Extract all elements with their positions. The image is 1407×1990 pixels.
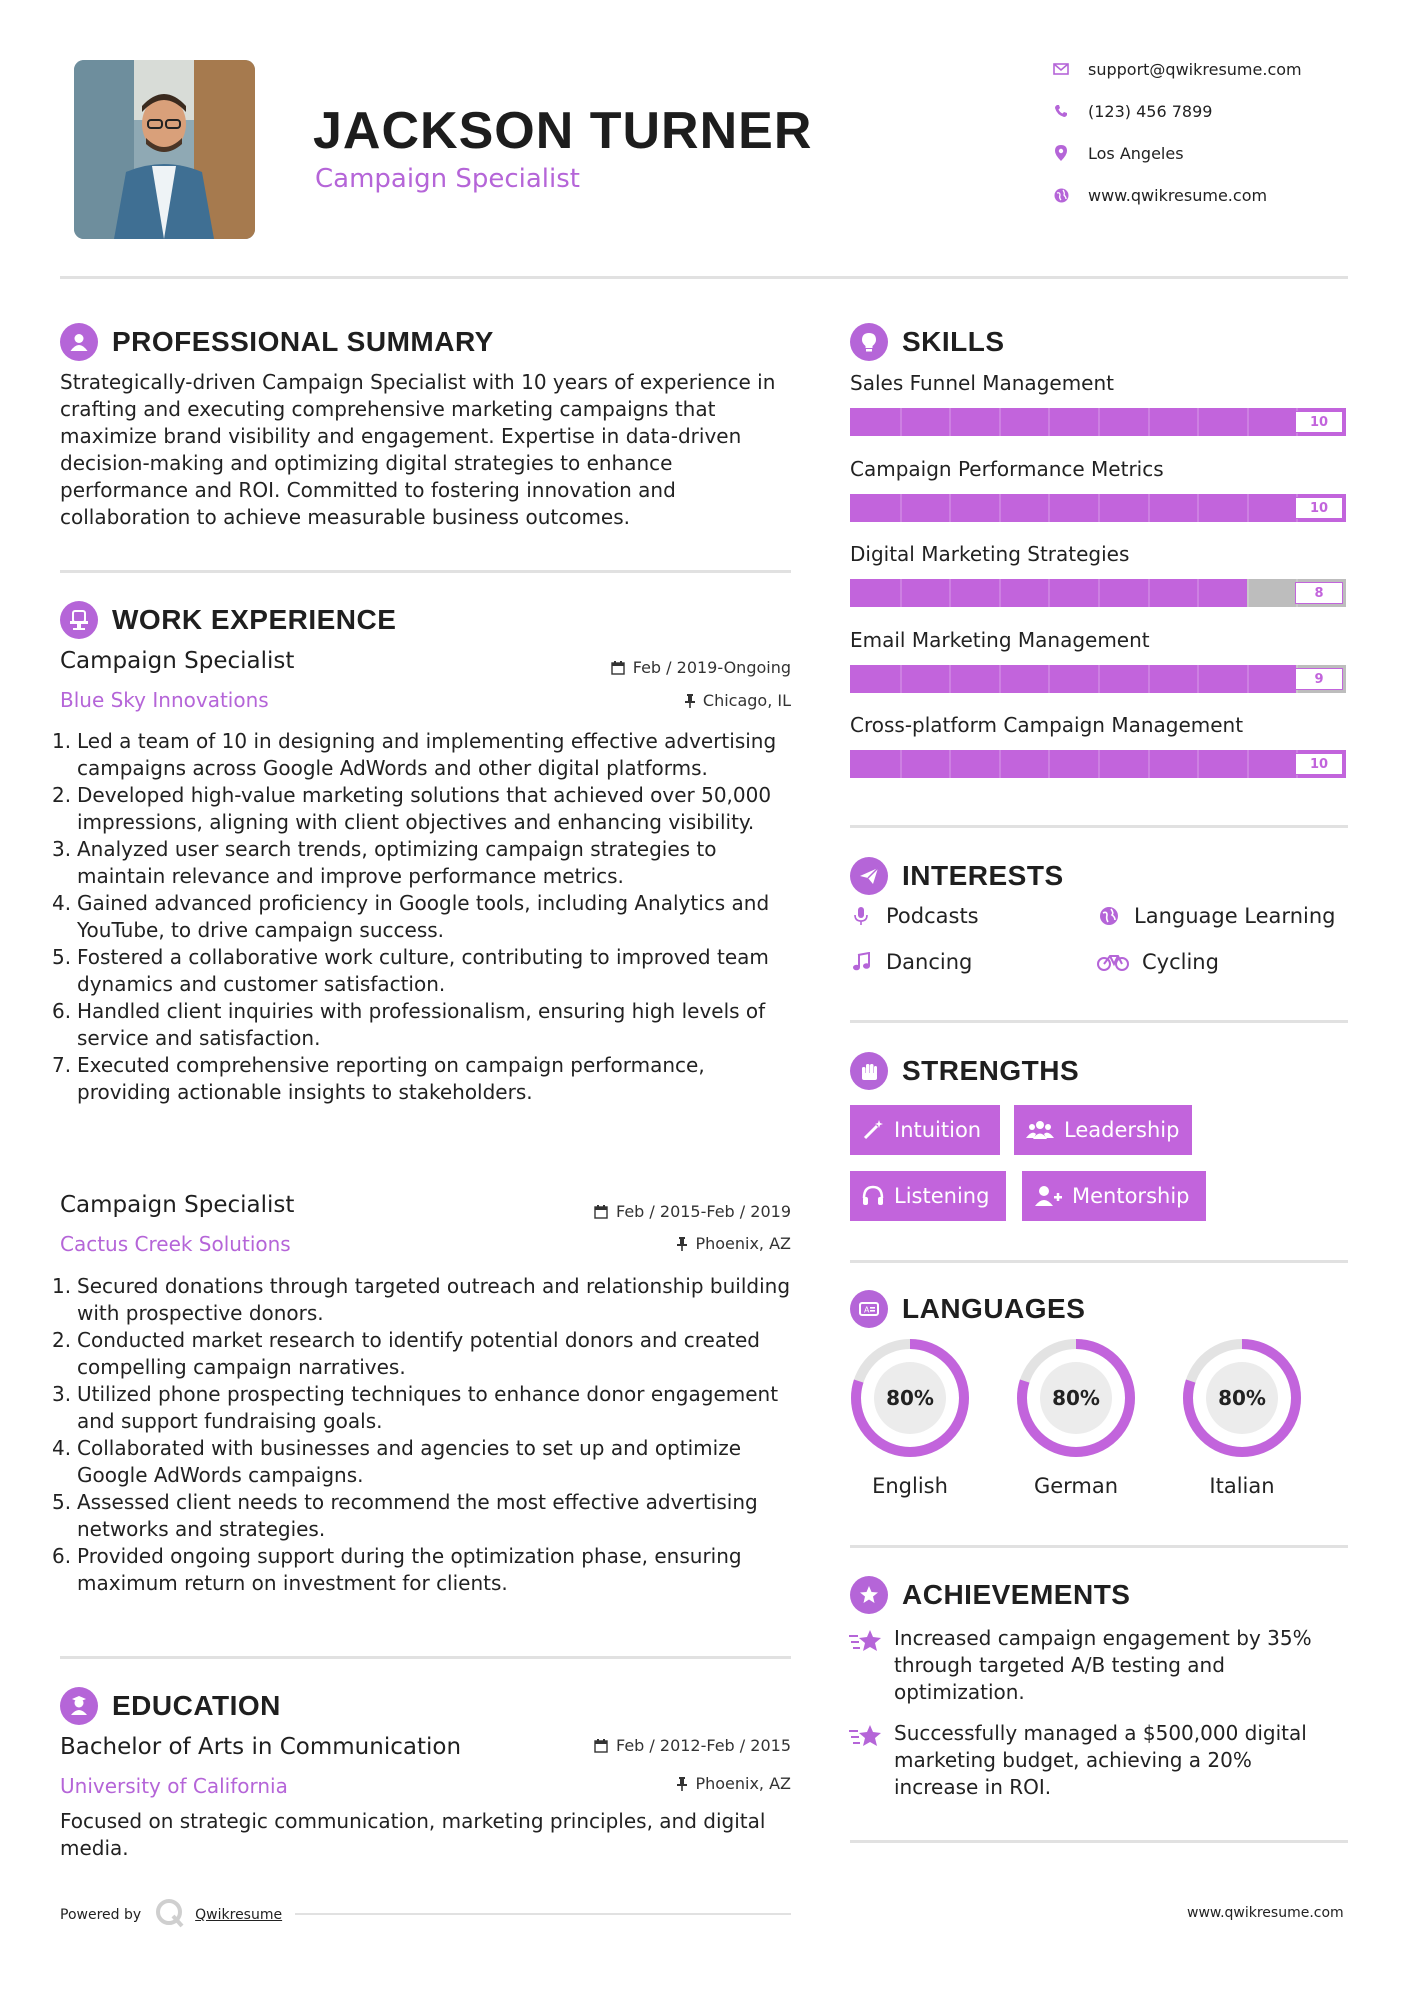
header-divider xyxy=(60,276,1348,279)
contact-email-text: support@qwikresume.com xyxy=(1088,59,1302,79)
summary-title: PROFESSIONAL SUMMARY xyxy=(112,326,494,357)
bicycle-icon xyxy=(1096,949,1130,975)
skill-segment-divider xyxy=(1098,579,1100,607)
skill-bar xyxy=(850,408,1346,436)
interest-podcasts xyxy=(848,903,979,929)
contact-phone[interactable] xyxy=(1050,99,1212,123)
skill-level: 10 xyxy=(1295,753,1343,775)
footer-divider xyxy=(295,1913,791,1915)
list-item: 3. Utilized phone prospecting techniques to enhance donor engagement and support fundraising goals. xyxy=(52,1382,779,1433)
star-badge-icon xyxy=(850,1576,888,1614)
strength-label: Intuition xyxy=(894,1118,982,1142)
skill-segment-divider xyxy=(1247,750,1249,778)
languages-divider xyxy=(850,1545,1348,1548)
list-item: 1. Secured donations through targeted outreach and relationship building with prospective donors. xyxy=(52,1274,791,1325)
language-german xyxy=(1014,1336,1138,1498)
list-item: 1. Led a team of 10 in designing and implementing effective advertising campaigns across Google AdWords and other digital platforms. xyxy=(52,729,777,780)
skill-segment-divider xyxy=(1048,579,1050,607)
pushpin-icon xyxy=(685,694,695,708)
list-item: 7. Executed comprehensive reporting on campaign performance, providing actionable insights to stakeholders. xyxy=(52,1053,705,1104)
skill-segment-divider xyxy=(1148,494,1150,522)
language-ring xyxy=(1014,1336,1138,1460)
calendar-icon xyxy=(594,1739,608,1753)
svg-text:A: A xyxy=(864,1305,870,1315)
interest-label: Cycling xyxy=(1142,950,1219,974)
education-description: Focused on strategic communication, marketing principles, and digital media. xyxy=(60,1809,766,1860)
achievement-text: Successfully managed a $500,000 digital marketing budget, achieving a 20% increase in ROI. xyxy=(894,1721,1307,1799)
skill-label: Sales Funnel Management xyxy=(850,371,1114,395)
calendar-icon xyxy=(611,661,625,675)
skill-label: Campaign Performance Metrics xyxy=(850,457,1164,481)
strength-label: Mentorship xyxy=(1072,1184,1190,1208)
skill-segment-divider xyxy=(1048,494,1050,522)
interests-title: INTERESTS xyxy=(902,860,1064,891)
skill-segment-divider xyxy=(1048,750,1050,778)
job-1-title: Campaign Specialist xyxy=(60,648,295,674)
skill-segment-divider xyxy=(1197,750,1199,778)
fist-icon xyxy=(850,1052,888,1090)
skill-segment-divider xyxy=(1098,494,1100,522)
pushpin-icon xyxy=(677,1777,687,1791)
skill-level: 8 xyxy=(1295,582,1343,604)
headphones-icon xyxy=(862,1185,884,1207)
skill-label: Digital Marketing Strategies xyxy=(850,542,1130,566)
user-icon xyxy=(60,323,98,361)
skill-segment-divider xyxy=(1247,579,1249,607)
job-1-dates xyxy=(611,658,791,677)
skill-segment-divider xyxy=(900,494,902,522)
skill-segment-divider xyxy=(1197,579,1199,607)
skill-level: 10 xyxy=(1295,411,1343,433)
skills-heading xyxy=(850,323,1005,361)
job-2-location xyxy=(677,1234,791,1253)
powered-by-text: Powered by xyxy=(60,1907,142,1923)
users-icon xyxy=(1026,1119,1054,1141)
graduation-cap-icon xyxy=(60,1687,98,1725)
skill-label: Email Marketing Management xyxy=(850,628,1150,652)
skill-bar xyxy=(850,665,1346,693)
achievement-item xyxy=(848,1720,1334,1801)
list-item: 4. Collaborated with businesses and agencies to set up and optimize Google AdWords campaigns. xyxy=(52,1436,742,1487)
list-item: 6. Provided ongoing support during the optimization phase, ensuring maximum return on investment for clients. xyxy=(52,1544,742,1595)
music-note-icon xyxy=(848,949,874,975)
skills-divider xyxy=(850,825,1348,828)
shooting-star-icon xyxy=(848,1625,884,1657)
briefcase-icon xyxy=(60,601,98,639)
globe-icon xyxy=(1096,903,1122,929)
skill-segment-divider xyxy=(900,750,902,778)
skill-segment-divider xyxy=(1148,750,1150,778)
job-2-location-text: Phoenix, AZ xyxy=(695,1234,791,1253)
candidate-name: JACKSON TURNER xyxy=(313,102,813,160)
summary-text: Strategically-driven Campaign Specialist with 10 years of experience in crafting and executing comprehensive marketing campaigns that maximize brand visibility and engagement. Expertise in data-driven decision-making and optimizing digital strategies to enhance performance and ROI. Committed to fostering innovation and collaboration to achieve measurable business outcomes. xyxy=(60,370,776,529)
education-location xyxy=(677,1774,791,1793)
skill-segment-divider xyxy=(1148,665,1150,693)
skill-segment-divider xyxy=(999,494,1001,522)
skill-segment-divider xyxy=(949,579,951,607)
qwikresume-link[interactable]: Qwikresume xyxy=(195,1907,283,1923)
work-heading xyxy=(60,601,396,639)
achievement-item xyxy=(848,1625,1334,1706)
job-2-dates xyxy=(594,1202,791,1221)
skill-label: Cross-platform Campaign Management xyxy=(850,713,1244,737)
interest-label: Dancing xyxy=(886,950,973,974)
profile-photo xyxy=(74,60,255,239)
contact-location xyxy=(1050,141,1184,165)
skill-segment-divider xyxy=(999,750,1001,778)
job-2-company: Cactus Creek Solutions xyxy=(60,1232,291,1256)
language-name: English xyxy=(872,1474,948,1498)
strength-intuition xyxy=(850,1105,1000,1155)
education-dates-text: Feb / 2012-Feb / 2015 xyxy=(616,1736,791,1755)
job-1-location xyxy=(685,691,791,710)
skill-segment-divider xyxy=(1197,665,1199,693)
shooting-star-icon xyxy=(848,1720,884,1752)
skill-segment-divider xyxy=(1048,665,1050,693)
strength-listening xyxy=(850,1171,1006,1221)
achievements-heading xyxy=(850,1576,1130,1614)
location-pin-icon xyxy=(1050,142,1072,164)
job-1-bullets xyxy=(52,728,802,1106)
education-dates xyxy=(594,1736,791,1755)
interest-cycling xyxy=(1096,949,1219,975)
list-item: 5. Assessed client needs to recommend the most effective advertising networks and strategies. xyxy=(52,1490,758,1541)
strength-leadership xyxy=(1014,1105,1192,1155)
skill-segment-divider xyxy=(1148,579,1150,607)
magic-wand-icon xyxy=(862,1119,884,1141)
qwikresume-logo-icon xyxy=(155,1898,185,1932)
skill-bar xyxy=(850,750,1346,778)
skill-bar xyxy=(850,494,1346,522)
footer-powered-by xyxy=(60,1898,282,1932)
list-item: 3. Analyzed user search trends, optimizing campaign strategies to maintain relevance and improve performance metrics. xyxy=(52,837,717,888)
strength-mentorship xyxy=(1022,1171,1206,1221)
education-location-text: Phoenix, AZ xyxy=(695,1774,791,1793)
education-heading xyxy=(60,1687,281,1725)
list-item: 2. Conducted market research to identify potential donors and created compelling campaign narratives. xyxy=(52,1328,760,1379)
list-item: 5. Fostered a collaborative work culture, contributing to improved team dynamics and customer satisfaction. xyxy=(52,945,769,996)
job-1-company: Blue Sky Innovations xyxy=(60,688,269,712)
pushpin-icon xyxy=(677,1237,687,1251)
skill-segment-divider xyxy=(1148,408,1150,436)
contact-location-text: Los Angeles xyxy=(1088,143,1184,163)
contact-email[interactable] xyxy=(1050,57,1302,81)
skill-segment-divider xyxy=(999,579,1001,607)
skill-segment-divider xyxy=(1197,408,1199,436)
work-divider xyxy=(60,1656,791,1659)
skill-segment-divider xyxy=(1247,665,1249,693)
skill-segment-divider xyxy=(1048,408,1050,436)
languages-heading xyxy=(850,1290,1085,1328)
job-1-location-text: Chicago, IL xyxy=(702,691,791,710)
language-card-icon xyxy=(850,1290,888,1328)
interests-heading xyxy=(850,857,1064,895)
mail-icon xyxy=(1050,58,1072,80)
job-2-dates-text: Feb / 2015-Feb / 2019 xyxy=(616,1202,791,1221)
calendar-icon xyxy=(594,1205,608,1219)
skill-segment-divider xyxy=(949,408,951,436)
language-ring xyxy=(848,1336,972,1460)
skill-segment-divider xyxy=(999,408,1001,436)
skill-segment-divider xyxy=(1247,408,1249,436)
skill-segment-divider xyxy=(1098,750,1100,778)
microphone-icon xyxy=(848,903,874,929)
skill-bar xyxy=(850,579,1346,607)
list-item: 2. Developed high-value marketing solutions that achieved over 50,000 impressions, aligning with client objectives and enhancing visibility. xyxy=(52,783,772,834)
list-item: 4. Gained advanced proficiency in Google tools, including Analytics and YouTube, to drive campaign success. xyxy=(52,891,770,942)
user-plus-icon xyxy=(1034,1185,1062,1207)
footer-website[interactable]: www.qwikresume.com xyxy=(1187,1905,1344,1921)
strengths-heading xyxy=(850,1052,1079,1090)
phone-icon xyxy=(1050,100,1072,122)
skill-segment-divider xyxy=(900,665,902,693)
strength-label: Leadership xyxy=(1064,1118,1180,1142)
lightbulb-icon xyxy=(850,323,888,361)
work-title: WORK EXPERIENCE xyxy=(112,604,397,635)
language-name: Italian xyxy=(1209,1474,1275,1498)
language-percent: 80% xyxy=(886,1386,934,1410)
paper-plane-icon xyxy=(850,857,888,895)
job-2-title: Campaign Specialist xyxy=(60,1192,295,1218)
interests-divider xyxy=(850,1020,1348,1023)
strength-label: Listening xyxy=(894,1184,990,1208)
achievements-divider xyxy=(850,1840,1348,1843)
achievement-text: Increased campaign engagement by 35% through targeted A/B testing and optimization. xyxy=(894,1626,1312,1704)
language-italian xyxy=(1180,1336,1304,1498)
language-percent: 80% xyxy=(1052,1386,1100,1410)
languages-title: LANGUAGES xyxy=(902,1293,1086,1324)
list-item: 6. Handled client inquiries with professionalism, ensuring high levels of service and satisfaction. xyxy=(52,999,766,1050)
skill-segment-divider xyxy=(900,408,902,436)
job-1-dates-text: Feb / 2019-Ongoing xyxy=(632,658,791,677)
language-percent: 80% xyxy=(1218,1386,1266,1410)
contact-website[interactable] xyxy=(1050,183,1267,207)
skill-fill xyxy=(850,665,1296,693)
skill-level: 9 xyxy=(1295,668,1343,690)
interest-label: Language Learning xyxy=(1134,904,1336,928)
skill-segment-divider xyxy=(1197,494,1199,522)
skill-segment-divider xyxy=(949,665,951,693)
summary-divider xyxy=(60,570,791,573)
language-ring xyxy=(1180,1336,1304,1460)
summary-heading xyxy=(60,323,494,361)
contact-website-text: www.qwikresume.com xyxy=(1088,185,1268,205)
skill-segment-divider xyxy=(900,579,902,607)
education-degree: Bachelor of Arts in Communication xyxy=(60,1734,462,1760)
education-title: EDUCATION xyxy=(112,1690,281,1721)
interest-label: Podcasts xyxy=(886,904,979,928)
language-name: German xyxy=(1033,1474,1119,1498)
interest-dancing xyxy=(848,949,972,975)
language-english xyxy=(848,1336,972,1498)
job-2-bullets xyxy=(52,1273,802,1597)
skill-segment-divider xyxy=(1098,665,1100,693)
strengths-title: STRENGTHS xyxy=(902,1055,1080,1086)
candidate-role: Campaign Specialist xyxy=(315,164,580,194)
education-school: University of California xyxy=(60,1774,288,1798)
skill-level: 10 xyxy=(1295,497,1343,519)
globe-icon xyxy=(1050,184,1072,206)
skill-segment-divider xyxy=(999,665,1001,693)
skill-segment-divider xyxy=(949,750,951,778)
contact-phone-text: (123) 456 7899 xyxy=(1088,101,1213,121)
achievements-title: ACHIEVEMENTS xyxy=(902,1579,1131,1610)
skill-segment-divider xyxy=(1247,494,1249,522)
skills-title: SKILLS xyxy=(902,326,1005,357)
strengths-divider xyxy=(850,1260,1348,1263)
skill-segment-divider xyxy=(949,494,951,522)
interest-language-learning xyxy=(1096,903,1335,929)
skill-segment-divider xyxy=(1098,408,1100,436)
